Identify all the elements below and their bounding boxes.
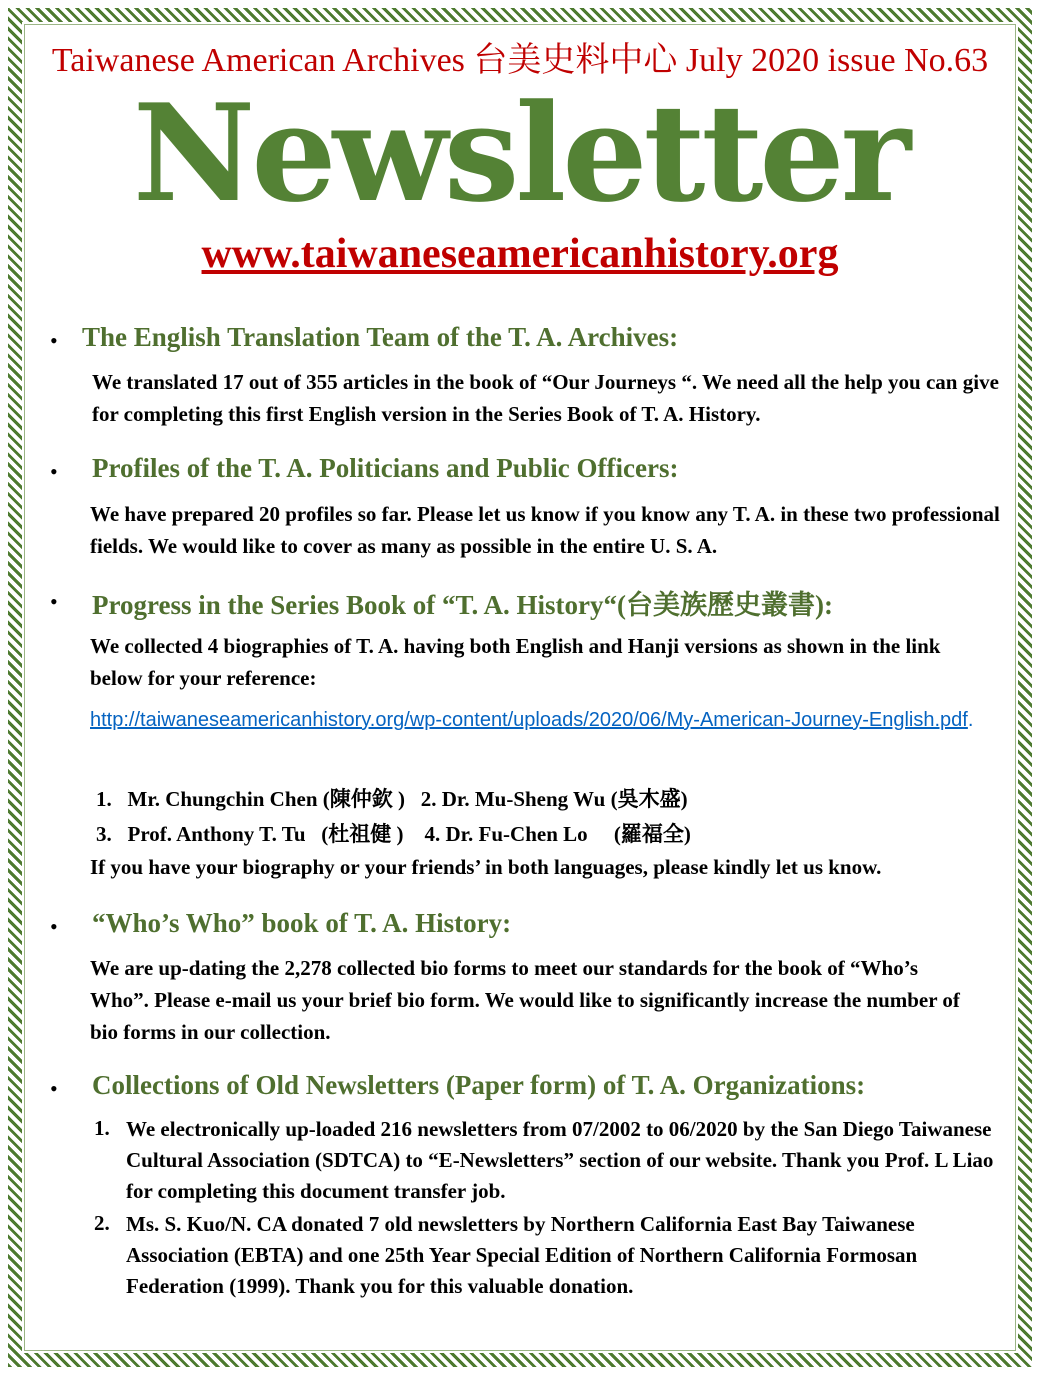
list-item-number: 2. [94,1211,110,1235]
list-item-number: 1. [94,1116,110,1140]
journey-pdf-link[interactable]: http://taiwaneseamericanhistory.org/wp-content/uploads/2020/06/My-American-Journey-English.pdf [90,709,968,731]
section-footer-series-book: If you have your biography or your friends’ in both languages, please kindly let us know. [90,855,882,879]
section-body-translation-team: We translated 17 out of 355 articles in the book of “Our Journeys “. We need all the help you can give for completing this first English version in the Series Book of T. A. History. [92,370,999,426]
section-heading-old-newsletters: Collections of Old Newsletters (Paper form) of T. A. Organizations: [92,1070,866,1100]
section-heading-series-book: Progress in the Series Book of “T. A. History“(台美族歷史叢書): [92,590,833,620]
section-body-series-book: We collected 4 biographies of T. A. having both English and Hanji versions as shown in the link below for your reference: [90,634,941,690]
section-heading-translation-team: The English Translation Team of the T. A. Archives: [82,322,679,352]
section-heading-whos-who: “Who’s Who” book of T. A. History: [92,908,512,938]
website-link[interactable]: www.taiwaneseamericanhistory.org [201,231,839,277]
masthead-title: Newsletter [132,74,908,232]
section-body-whos-who: We are up-dating the 2,278 collected bio forms to meet our standards for the book of “Who’s Who”. Please e-mail us your brief bio form. We would like to significantly increase the number of bio forms in our collection. [90,956,960,1044]
bullet-icon: • [50,589,58,614]
journey-pdf-paragraph [90,704,995,737]
link-trailing-period: . [967,709,974,731]
section-heading-politicians: Profiles of the T. A. Politicians and Public Officers: [92,453,679,483]
bullet-icon: • [50,914,58,939]
bullet-icon: • [50,459,58,484]
list-item-sdtca: We electronically up-loaded 216 newsletters from 07/2002 to 06/2020 by the San Diego Taiwanese Cultural Association (SDTCA) to “E-Newsletters” section of our website. Thank you Prof. L Liao for completing this document transfer job. [126,1117,994,1203]
bullet-icon: • [50,328,58,353]
biography-line-2: 3. Prof. Anthony T. Tu (杜祖健 ) 4. Dr. Fu-Chen Lo (羅福全) [96,822,691,846]
bullet-icon: • [50,1076,58,1101]
issue-line: Taiwanese American Archives 台美史料中心 July 2020 issue No.63 [51,42,989,79]
biography-line-1: 1. Mr. Chungchin Chen (陳仲欽 ) 2. Dr. Mu-Sheng Wu (吳木盛) [96,787,688,811]
list-item-ebta: Ms. S. Kuo/N. CA donated 7 old newsletters by Northern California East Bay Taiwanese Association (EBTA) and one 25th Year Special Edition of Northern California Formosan Federation (1999). Thank you for this valuable donation. [126,1212,918,1298]
section-body-politicians: We have prepared 20 profiles so far. Please let us know if you know any T. A. in these two professional fields. We would like to cover as many as possible in the entire U. S. A. [90,502,1000,558]
